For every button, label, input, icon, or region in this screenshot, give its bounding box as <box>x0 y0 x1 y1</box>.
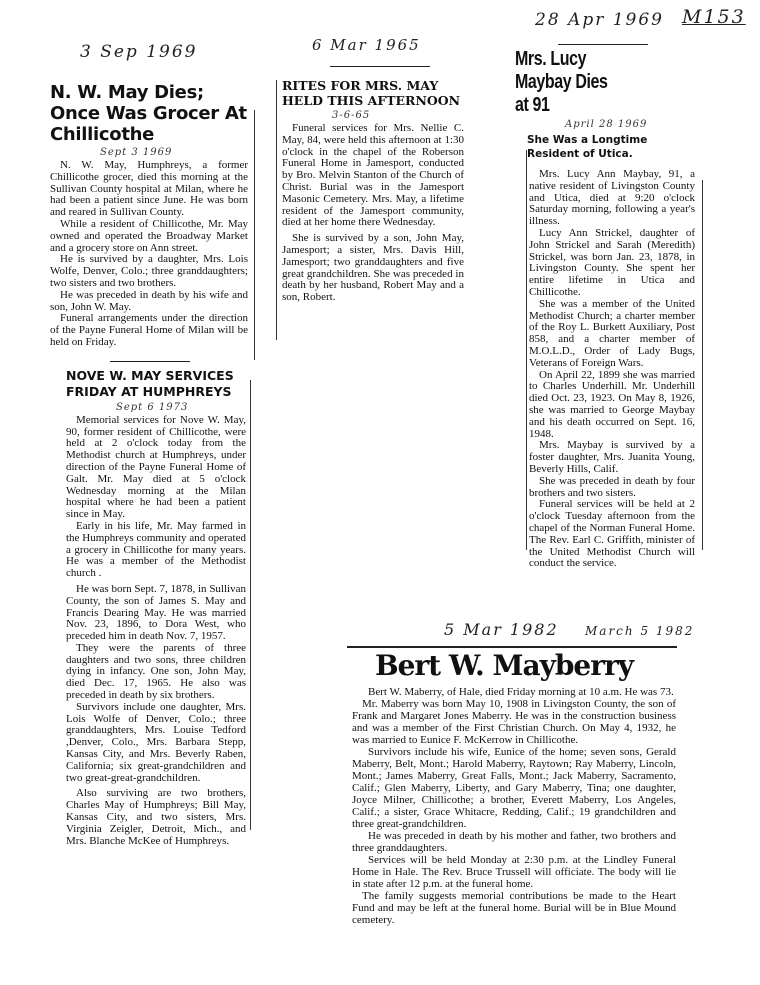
paragraph: He was born Sept. 7, 1878, in Sullivan County, the son of James S. May and Francis Dearing May. He was married Nov. 23, 1896, to Dora West, who preceded him in death Nov. 7, 1957. <box>66 582 246 643</box>
article-body <box>529 169 695 570</box>
paragraph: On April 22, 1899 she was married to Charles Underhill. Mr. Underhill died Oct. 23, 1923. On May 8, 1926, she was married to George Maybay and his death occurred on Sept. 16, 1948. <box>529 368 695 440</box>
paragraph: Mr. Maberry was born May 10, 1908 in Livingston County, the son of Frank and Margaret Jones Maberry. He was in the construction business and was a member of the First Christian Church. On May 4, 1932, he was married to Eunice F. McKerrow in Chillicothe. <box>352 698 676 746</box>
headline: Bert W. Mayberry <box>374 649 634 682</box>
headline: RITES FOR MRS. MAY HELD THIS AFTERNOON <box>282 78 461 108</box>
article-body <box>282 123 464 304</box>
paragraph: He was preceded in death by his mother and father, two brothers and three granddaughters. <box>352 830 676 854</box>
handwritten-date: 28 Apr 1969 <box>535 10 664 30</box>
article-body <box>66 415 246 848</box>
paragraph: She was preceded in death by four brothers and two sisters. <box>529 474 695 499</box>
clipping-edge <box>276 80 277 340</box>
headline: Mrs. Lucy Maybay Dies at 91 <box>515 48 608 116</box>
handwritten-inline-date: Sept 6 1973 <box>116 401 189 413</box>
article-body <box>50 160 248 349</box>
paragraph: The family suggests memorial contributions be made to the Heart Fund and may be left at the funeral home. Burial will be in Blue Mound cemetery. <box>352 890 676 926</box>
paragraph: Also surviving are two brothers, Charles May of Humphreys; Bill May, Kansas City, and two sisters, Mrs. Virginia Zeigler, Detroit, Mich., and Mrs. Blanche McKee of Humphreys. <box>66 787 246 847</box>
paragraph: Funeral services for Mrs. Nellie C. May, 84, were held this afternoon at 1:30 o'clock in the chapel of the Roberson Funeral Home in Jamesport, conducted by Bro. Melvin Stanton of the Church of Christ. Burial was in the Jamesport Masonic Cemetery. Mrs. May, a lifetime resident of the Jamesport community, died at her home there Wednesday. <box>282 122 464 229</box>
headline: N. W. May Dies; Once Was Grocer At Chillicothe <box>50 82 247 145</box>
paragraph: Mrs. Maybay is survived by a foster daughter, Mrs. Juanita Young, Beverly Hills, Calif. <box>529 439 695 475</box>
handwritten-inline-date: March 5 1982 <box>585 624 695 638</box>
article-body <box>352 686 676 926</box>
handwritten-date: 3 Sep 1969 <box>80 42 198 62</box>
clipping-edge <box>254 110 255 360</box>
paragraph: She is survived by a son, John May, Jamesport; a sister, Mrs. Davis Hill, Jamesport; two granddaughters and five great grandchildren. She was preceded in death by her husband, Robert May and a son, Robert. <box>282 232 464 304</box>
handwritten-inline-date: April 28 1969 <box>565 119 648 130</box>
paragraph: Funeral services will be held at 2 o'clock Tuesday afternoon from the chapel of the Norman Funeral Home. The Rev. Earl C. Griffith, minister of the United Methodist Church will conduct the service. <box>529 498 695 570</box>
clipping-nove-may <box>66 368 246 848</box>
paragraph: She was a member of the United Methodist Church; a charter member of the Roy L. Burkett Auxiliary, Post 858, and a charter member of M.O.L.D., Order of Lady Bugs, Veterans of Foreign Wars. <box>529 297 695 369</box>
clipping-bert-mayberry <box>352 648 676 926</box>
paragraph: Lucy Ann Strickel, daughter of John Strickel and Sarah (Meredith) Strickel, was born Jan. 23, 1878, in Livingston County. She spent her entire lifetime in Utica and Chillicothe. <box>529 226 695 298</box>
clipping-edge <box>702 180 703 550</box>
clipping-lucy-maybay <box>515 48 695 570</box>
paragraph: Memorial services for Nove W. May, 90, former resident of Chillicothe, were held at 2 o'clock today from the Methodist church at Humphreys, under direction of the Payne Funeral Home of Galt. Mr. May died at 5 o'clock Wednesday morning at the Milan hospital where he had been a patient since in May. <box>66 413 246 521</box>
file-code: M153 <box>682 6 746 28</box>
paragraph: Early in his life, Mr. May farmed in the Humphreys community and operated a grocery in Chillicothe for many years. He was a member of the Methodist church . <box>66 519 246 580</box>
paragraph: He is survived by a daughter, Mrs. Lois Wolfe, Denver, Colo.; three granddaughters; two sisters and two brothers. <box>50 253 248 289</box>
divider <box>558 44 648 45</box>
handwritten-inline-date: 3-6-65 <box>332 110 371 121</box>
paragraph: N. W. May, Humphreys, a former Chillicothe grocer, died this morning at the Sullivan County hospital at Milan, where he had been a patient since June. He was born and reared in Sullivan County. <box>50 159 248 219</box>
divider <box>330 66 430 67</box>
handwritten-inline-date: Sept 3 1969 <box>100 147 173 158</box>
paragraph: They were the parents of three daughters and two sons, three children dying in infancy. One son, John May, died Dec. 17, 1965. He also was preceded in death by six brothers. <box>66 641 246 702</box>
divider <box>110 361 190 362</box>
paragraph: Services will be held Monday at 2:30 p.m. at the Lindley Funeral Home in Hale. The Rev. Bruce Trussell will officiate. The body will lie in state after 12 p.m. at the funeral home. <box>352 854 676 890</box>
headline: NOVE W. MAY SERVICES FRIDAY AT HUMPHREYS <box>66 367 234 399</box>
clipping-nw-may <box>50 82 248 349</box>
clipping-edge <box>250 380 251 830</box>
subheadline: She Was a Longtime Resident of Utica. <box>527 134 648 160</box>
paragraph: He was preceded in death by his wife and son, John W. May. <box>50 288 248 313</box>
paragraph: Survivors include one daughter, Mrs. Lois Wolfe of Denver, Colo.; three granddaughters, Mrs. Louise Tedford ,Denver, Colo., Mrs. Barbara Stepp, Kansas City, and Mrs. Beverly Raben, California; six great-grandchildren and two great-great-grandchildren. <box>66 700 246 784</box>
handwritten-date: 6 Mar 1965 <box>312 36 421 54</box>
clipping-edge <box>526 150 527 550</box>
handwritten-date: 5 Mar 1982 <box>444 620 559 639</box>
paragraph: While a resident of Chillicothe, Mr. May owned and operated the Broadway Market and a grocery store on Ann street. <box>50 217 248 254</box>
paragraph: Mrs. Lucy Ann Maybay, 91, a native resident of Livingston County and Utica, died at 9:20 o'clock Saturday morning, following a year's illness. <box>529 168 695 228</box>
left-column <box>50 82 248 847</box>
paragraph: Survivors include his wife, Eunice of the home; seven sons, Gerald Maberry, Belt, Mont.; Harold Maberry, Raytown; Ray Maberry, Lincoln, Mont.; James Maberry, Great Falls, Mont.; Jack Maberry, Sacramento, Calif.; Glen Maberry, Liberty, and Gary Maberry, Tina; one daughter, Joyce Milner, Chillicothe; a brother, Everett Maberry, Los Angeles, Calif.; a sister, Grace Whitacre, Redding, Calif.; 19 grandchildren and three great-grandchildren. <box>352 746 676 830</box>
paragraph: Funeral arrangements under the direction of the Payne Funeral Home of Milan will be held on Friday. <box>50 312 248 348</box>
clipping-nellie-may <box>282 78 464 304</box>
paragraph: Bert W. Maberry, of Hale, died Friday morning at 10 a.m. He was 73. <box>368 686 674 698</box>
